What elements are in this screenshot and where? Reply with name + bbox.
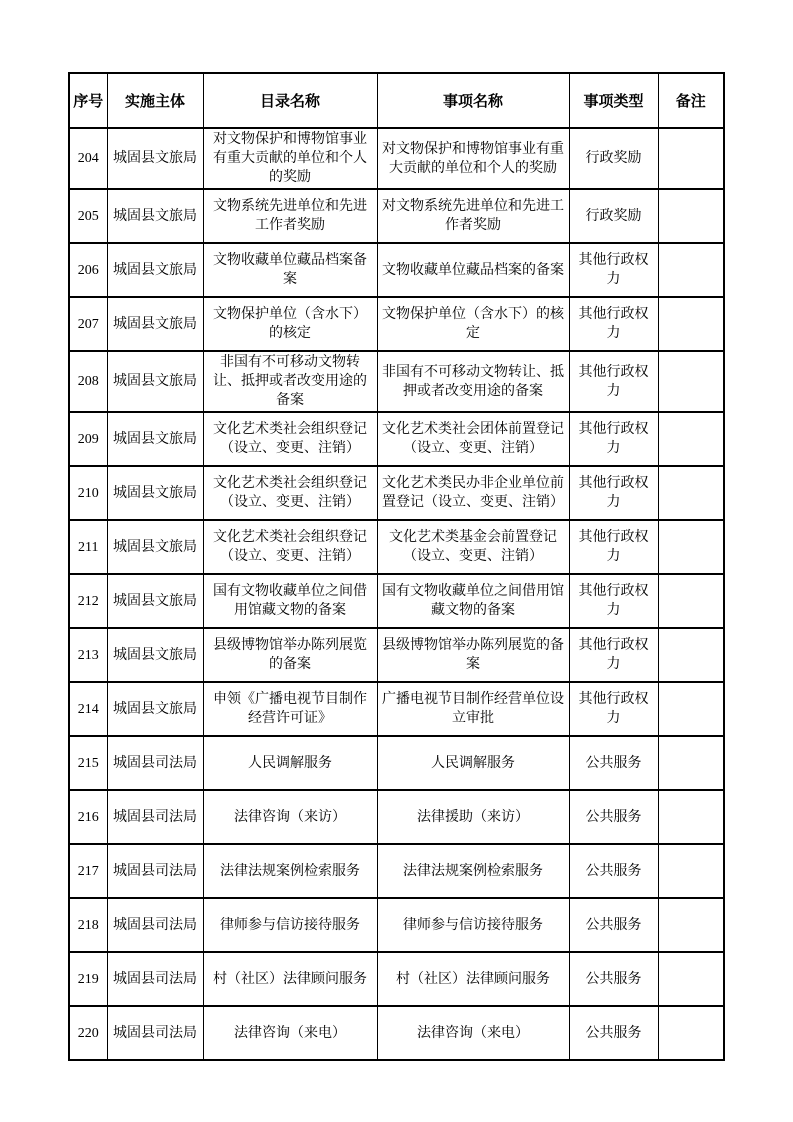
cell-catalog: 文化艺术类社会组织登记（设立、变更、注销） [203,520,377,574]
cell-item: 文物保护单位（含水下）的核定 [377,297,569,351]
cell-entity: 城固县司法局 [107,1006,203,1060]
table-row [69,628,724,682]
cell-entity: 城固县文旅局 [107,128,203,189]
cell-item: 法律咨询（来电） [377,1006,569,1060]
cell-type: 公共服务 [569,736,658,790]
cell-entity: 城固县文旅局 [107,412,203,466]
column-header-seq: 序号 [69,73,107,128]
cell-remark [658,243,724,297]
cell-remark [658,628,724,682]
cell-item: 对文物系统先进单位和先进工作者奖励 [377,189,569,243]
cell-entity: 城固县文旅局 [107,466,203,520]
cell-type: 其他行政权力 [569,574,658,628]
cell-item: 法律法规案例检索服务 [377,844,569,898]
cell-type: 公共服务 [569,1006,658,1060]
cell-type: 其他行政权力 [569,520,658,574]
cell-catalog: 村（社区）法律顾问服务 [203,952,377,1006]
matters-table [68,72,725,1061]
cell-seq: 209 [69,412,107,466]
table-row [69,736,724,790]
cell-type: 其他行政权力 [569,412,658,466]
cell-seq: 208 [69,351,107,412]
cell-type: 公共服务 [569,844,658,898]
cell-catalog: 文化艺术类社会组织登记（设立、变更、注销） [203,466,377,520]
table-row [69,844,724,898]
cell-item: 村（社区）法律顾问服务 [377,952,569,1006]
cell-catalog: 国有文物收藏单位之间借用馆藏文物的备案 [203,574,377,628]
cell-seq: 216 [69,790,107,844]
table-row [69,682,724,736]
cell-seq: 205 [69,189,107,243]
cell-seq: 215 [69,736,107,790]
cell-type: 行政奖励 [569,189,658,243]
cell-item: 国有文物收藏单位之间借用馆藏文物的备案 [377,574,569,628]
cell-remark [658,351,724,412]
cell-seq: 219 [69,952,107,1006]
cell-remark [658,1006,724,1060]
table-row [69,466,724,520]
cell-entity: 城固县司法局 [107,790,203,844]
cell-remark [658,844,724,898]
cell-seq: 218 [69,898,107,952]
cell-type: 行政奖励 [569,128,658,189]
table-row [69,297,724,351]
table-row [69,128,724,189]
cell-remark [658,790,724,844]
cell-type: 其他行政权力 [569,351,658,412]
column-header-remark: 备注 [658,73,724,128]
cell-catalog: 人民调解服务 [203,736,377,790]
cell-type: 其他行政权力 [569,243,658,297]
cell-catalog: 文物系统先进单位和先进工作者奖励 [203,189,377,243]
table-row [69,189,724,243]
table-row [69,412,724,466]
cell-seq: 210 [69,466,107,520]
cell-remark [658,520,724,574]
table-row [69,351,724,412]
cell-seq: 220 [69,1006,107,1060]
cell-remark [658,898,724,952]
cell-catalog: 对文物保护和博物馆事业有重大贡献的单位和个人的奖励 [203,128,377,189]
cell-catalog: 文物保护单位（含水下）的核定 [203,297,377,351]
column-header-catalog: 目录名称 [203,73,377,128]
cell-seq: 207 [69,297,107,351]
cell-entity: 城固县文旅局 [107,682,203,736]
cell-catalog: 县级博物馆举办陈列展览的备案 [203,628,377,682]
cell-remark [658,189,724,243]
cell-item: 非国有不可移动文物转让、抵押或者改变用途的备案 [377,351,569,412]
cell-item: 文化艺术类民办非企业单位前置登记（设立、变更、注销） [377,466,569,520]
cell-entity: 城固县文旅局 [107,189,203,243]
cell-item: 文化艺术类基金会前置登记（设立、变更、注销） [377,520,569,574]
cell-type: 公共服务 [569,790,658,844]
cell-catalog: 法律咨询（来电） [203,1006,377,1060]
cell-type: 公共服务 [569,898,658,952]
table-row [69,1006,724,1060]
cell-item: 法律援助（来访） [377,790,569,844]
column-header-type: 事项类型 [569,73,658,128]
cell-catalog: 律师参与信访接待服务 [203,898,377,952]
cell-remark [658,412,724,466]
cell-type: 其他行政权力 [569,466,658,520]
cell-entity: 城固县司法局 [107,736,203,790]
table-row [69,574,724,628]
cell-entity: 城固县司法局 [107,898,203,952]
cell-catalog: 文物收藏单位藏品档案备案 [203,243,377,297]
cell-seq: 217 [69,844,107,898]
cell-entity: 城固县文旅局 [107,297,203,351]
cell-remark [658,128,724,189]
cell-catalog: 申领《广播电视节目制作经营许可证》 [203,682,377,736]
cell-item: 律师参与信访接待服务 [377,898,569,952]
cell-type: 其他行政权力 [569,297,658,351]
cell-entity: 城固县文旅局 [107,628,203,682]
cell-catalog: 法律咨询（来访） [203,790,377,844]
cell-item: 文物收藏单位藏品档案的备案 [377,243,569,297]
table-row [69,952,724,1006]
cell-item: 文化艺术类社会团体前置登记（设立、变更、注销） [377,412,569,466]
cell-type: 公共服务 [569,952,658,1006]
cell-seq: 204 [69,128,107,189]
cell-entity: 城固县文旅局 [107,351,203,412]
table-header [69,73,724,128]
cell-type: 其他行政权力 [569,628,658,682]
cell-entity: 城固县文旅局 [107,520,203,574]
cell-seq: 211 [69,520,107,574]
column-header-entity: 实施主体 [107,73,203,128]
cell-catalog: 文化艺术类社会组织登记（设立、变更、注销） [203,412,377,466]
cell-type: 其他行政权力 [569,682,658,736]
table-row [69,898,724,952]
table-row [69,243,724,297]
header-row [69,73,724,128]
cell-item: 县级博物馆举办陈列展览的备案 [377,628,569,682]
cell-entity: 城固县司法局 [107,952,203,1006]
cell-remark [658,297,724,351]
cell-remark [658,574,724,628]
cell-item: 广播电视节目制作经营单位设立审批 [377,682,569,736]
cell-entity: 城固县文旅局 [107,243,203,297]
cell-item: 人民调解服务 [377,736,569,790]
cell-seq: 213 [69,628,107,682]
column-header-item: 事项名称 [377,73,569,128]
table-row [69,520,724,574]
cell-catalog: 法律法规案例检索服务 [203,844,377,898]
cell-seq: 206 [69,243,107,297]
cell-remark [658,736,724,790]
cell-remark [658,682,724,736]
cell-entity: 城固县司法局 [107,844,203,898]
cell-remark [658,466,724,520]
table-body [69,128,724,1060]
cell-catalog: 非国有不可移动文物转让、抵押或者改变用途的备案 [203,351,377,412]
cell-remark [658,952,724,1006]
table-row [69,790,724,844]
cell-seq: 214 [69,682,107,736]
cell-seq: 212 [69,574,107,628]
cell-item: 对文物保护和博物馆事业有重大贡献的单位和个人的奖励 [377,128,569,189]
cell-entity: 城固县文旅局 [107,574,203,628]
